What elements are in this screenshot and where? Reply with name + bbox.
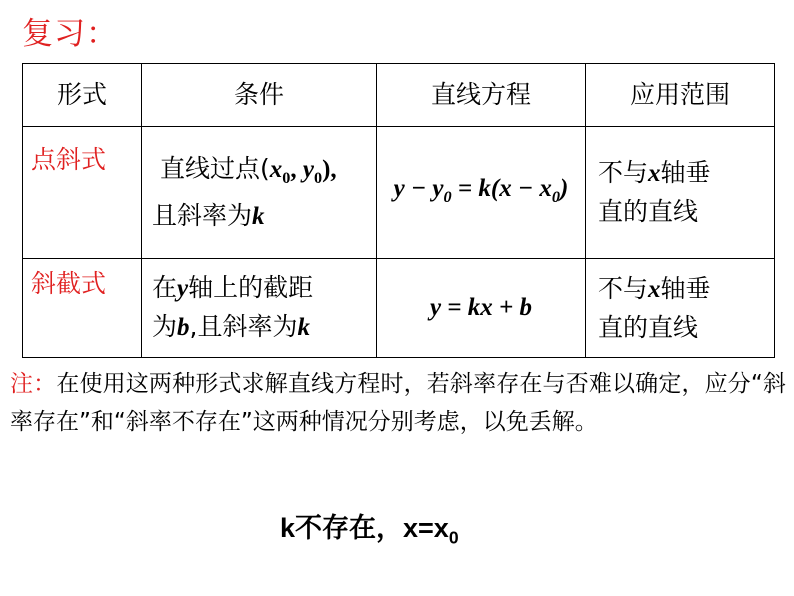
row-label-slope-intercept: 斜截式 [23, 259, 142, 358]
header-scope: 应用范围 [586, 64, 775, 127]
condition-line-2: 且斜率为k [152, 200, 265, 230]
condition-point-slope [142, 127, 377, 259]
scope-slope-intercept: 不与x轴垂 直的直线 [586, 259, 775, 358]
condition-slope-intercept: 在y轴上的截距 为b,且斜率为k [142, 259, 377, 358]
note-text: 在使用这两种形式求解直线方程时，若斜率存在与否难以确定，应分“斜率存在”和“斜率不存在”这两种情况分别考虑，以免丢解。 [10, 371, 786, 435]
equation-slope-intercept: y = kx + b [377, 259, 586, 358]
k-undefined-note: k不存在，$x=x_0$ [280, 513, 459, 548]
scope-point-slope: 不与x轴垂 直的直线 [586, 127, 775, 259]
slide-title: 复习： [22, 16, 118, 52]
table-row-slope-intercept [23, 259, 775, 358]
header-equation: 直线方程 [377, 64, 586, 127]
table-row-point-slope [23, 127, 775, 259]
note-label: 注： [10, 371, 57, 397]
note-paragraph [10, 365, 786, 441]
header-form: 形式 [23, 64, 142, 127]
row-label-point-slope: 点斜式 [23, 127, 142, 259]
condition-line-1: 直线过点($x_0$, $y_0$), [159, 153, 337, 187]
equation-point-slope: $y - y_0 = k(x - x_0)$ [377, 127, 586, 259]
table-header-row [23, 64, 775, 127]
line-forms-table [22, 63, 775, 358]
header-condition: 条件 [142, 64, 377, 127]
